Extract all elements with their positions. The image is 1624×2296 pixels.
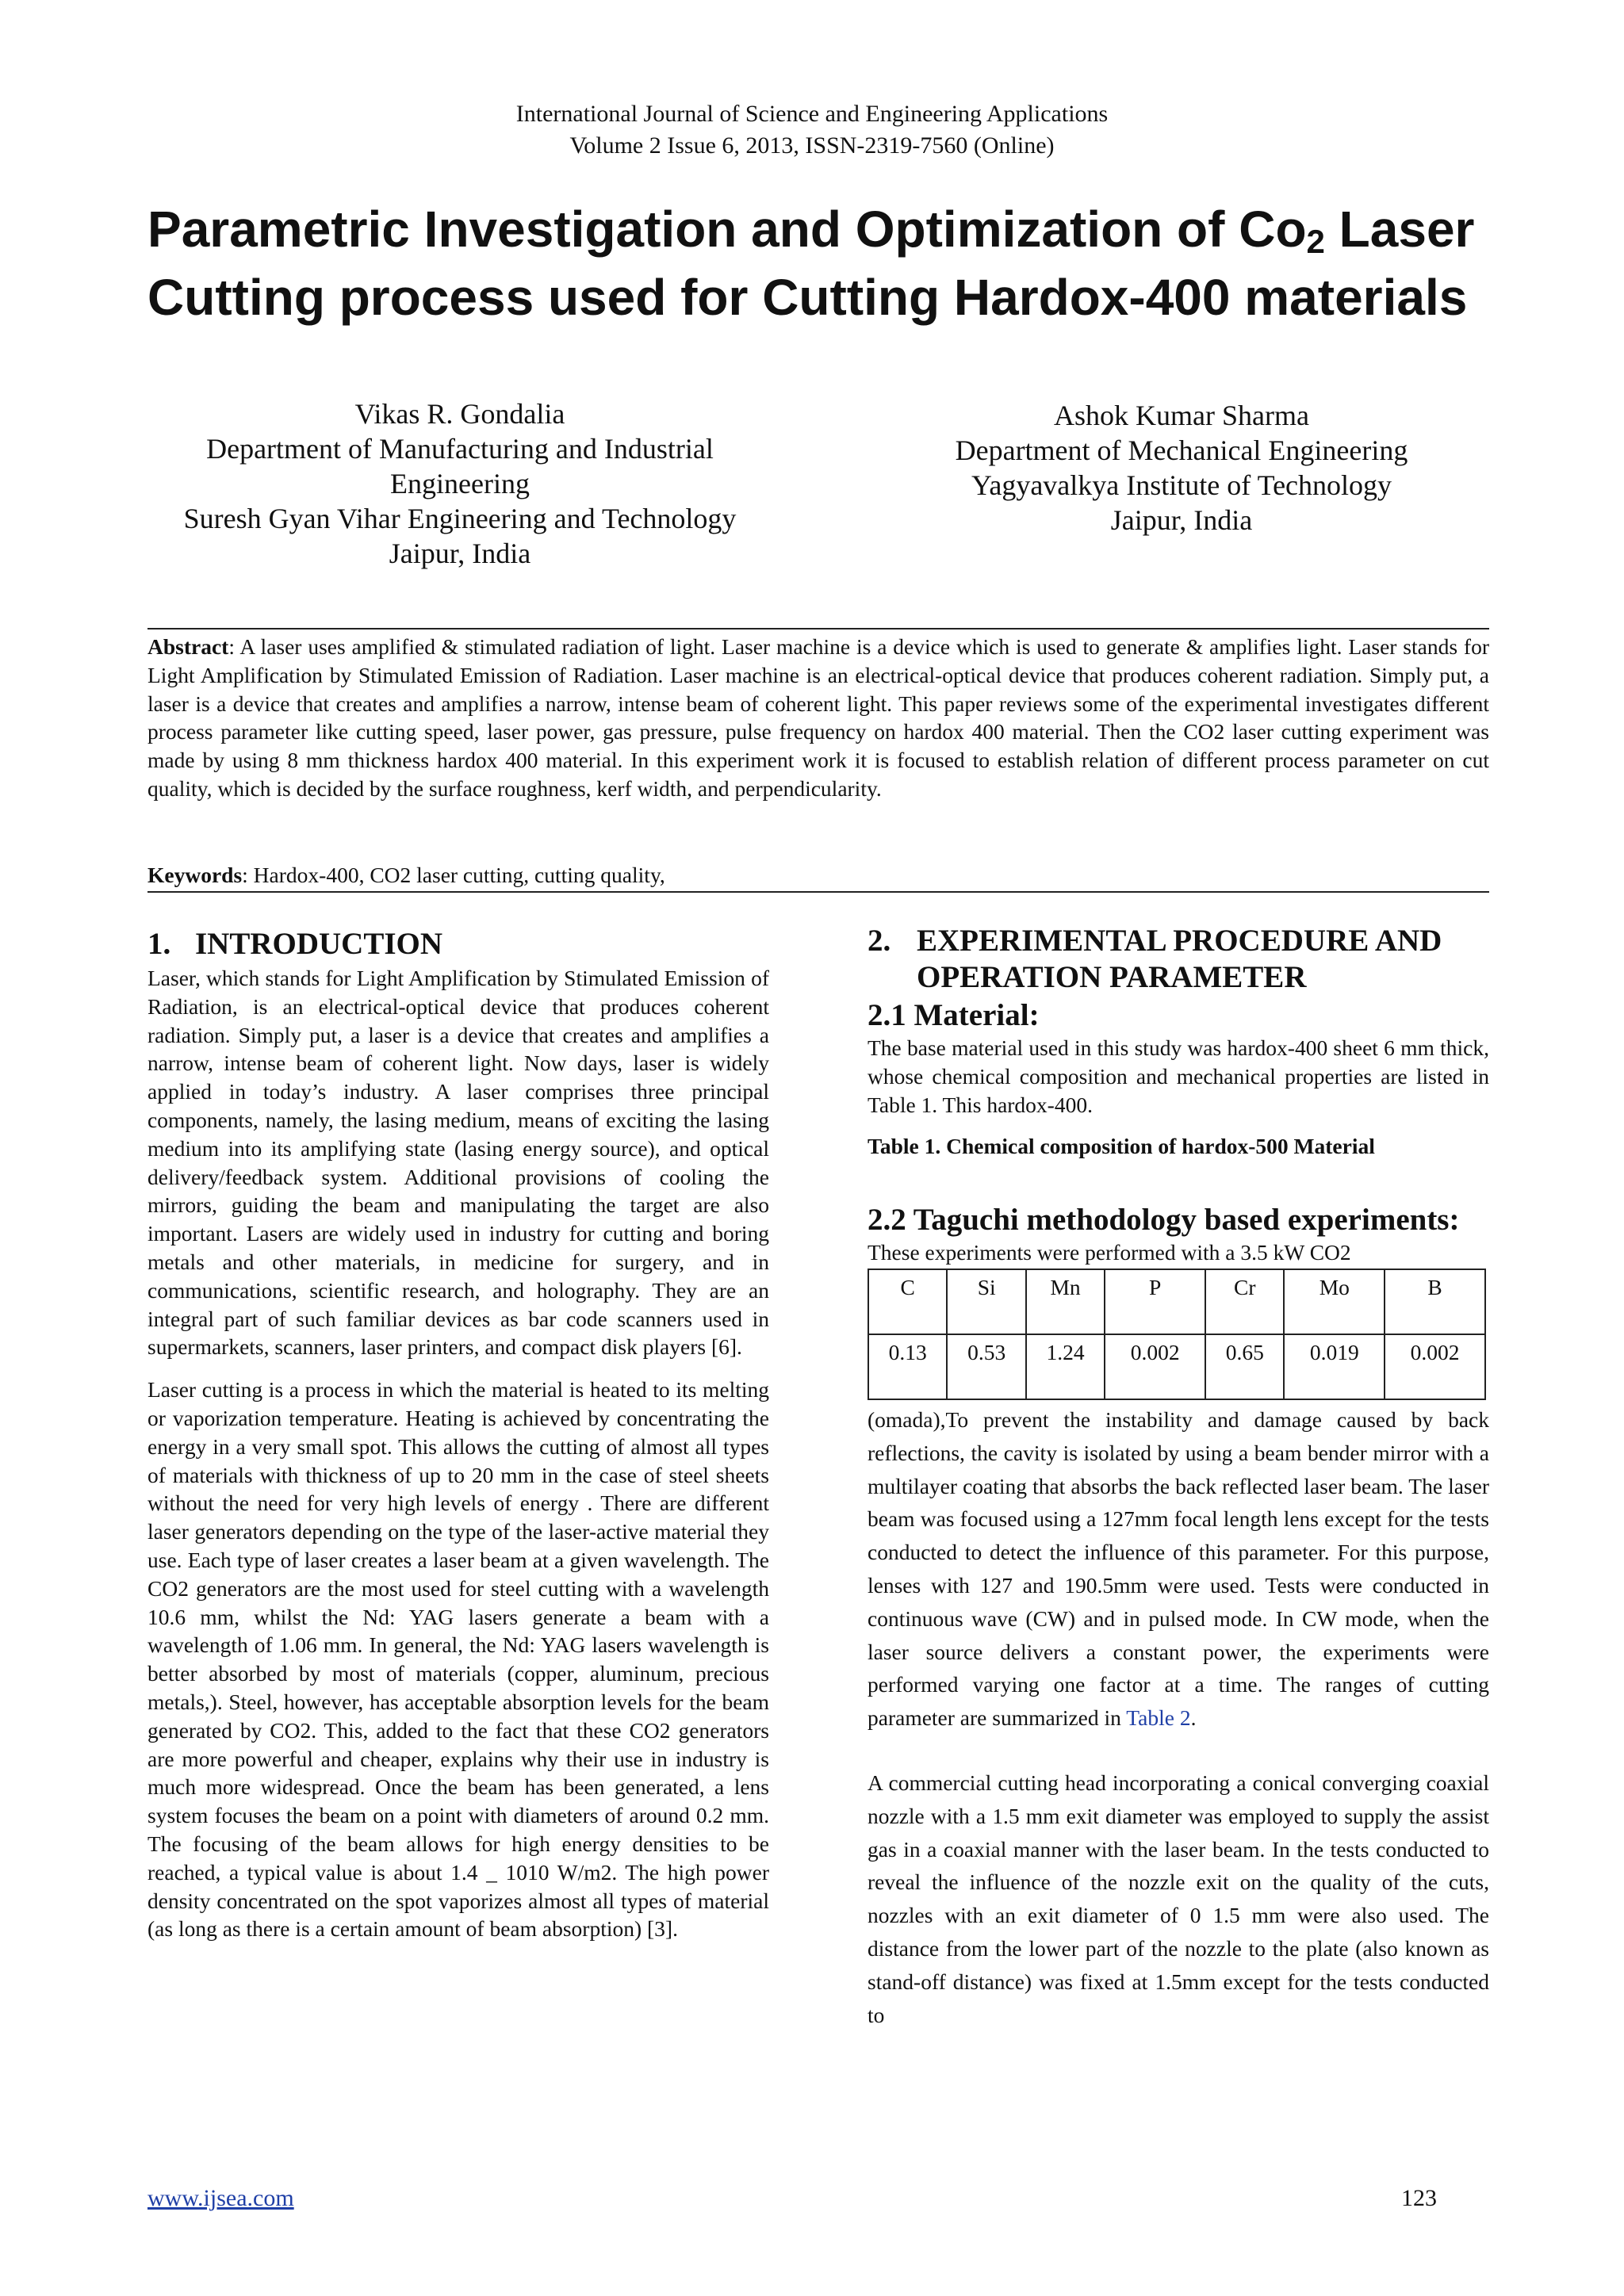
table-2-link[interactable]: Table 2 bbox=[1126, 1705, 1191, 1731]
table-header-cell: C bbox=[868, 1269, 947, 1334]
right-column bbox=[868, 920, 1489, 2031]
abstract-top-rule bbox=[147, 628, 1489, 629]
table-1-caption: Table 1. Chemical composition of hardox-500 Material bbox=[868, 1134, 1375, 1158]
keywords bbox=[147, 861, 1489, 890]
section-title: EXPERIMENTAL PROCEDURE AND OPERATION PARAMETER bbox=[917, 924, 1442, 994]
keywords-label: Keywords bbox=[147, 863, 243, 887]
paper-title bbox=[147, 195, 1496, 331]
left-column bbox=[147, 920, 769, 1943]
title-line1-post: Laser bbox=[1324, 201, 1475, 258]
material-paragraph: The base material used in this study was hardox-400 sheet 6 mm thick, whose chemical composition and mechanical properties are listed in Table 1. This hardox-400. bbox=[868, 1035, 1489, 1117]
subsection-heading-material: 2.1 Material: bbox=[868, 998, 1040, 1032]
author-location: Jaipur, India bbox=[389, 538, 531, 569]
keywords-bottom-rule bbox=[147, 891, 1489, 893]
table-header-cell: Cr bbox=[1205, 1269, 1284, 1334]
journal-name: International Journal of Science and Engineering Applications bbox=[515, 101, 1109, 127]
author-department: Department of Manufacturing and Industrial Engineering bbox=[206, 433, 714, 499]
section-title: INTRODUCTION bbox=[195, 927, 443, 961]
table-header-cell: Si bbox=[947, 1269, 1025, 1334]
table-cell: 0.019 bbox=[1284, 1334, 1385, 1399]
running-head bbox=[0, 98, 1624, 162]
table-cell: 0.53 bbox=[947, 1334, 1025, 1399]
beam-paragraph-end: . bbox=[1190, 1705, 1197, 1731]
taguchi-paragraph: These experiments were performed with a 3.5 kW CO2 bbox=[868, 1240, 1351, 1265]
section-heading-experimental bbox=[868, 923, 1489, 996]
section-number: 2. bbox=[868, 924, 891, 958]
title-line2: Cutting process used for Cutting Hardox-400 materials bbox=[147, 269, 1468, 326]
section-heading-introduction bbox=[147, 926, 769, 962]
table-header-row bbox=[868, 1269, 1485, 1334]
table-cell: 1.24 bbox=[1026, 1334, 1105, 1399]
abstract-text: : A laser uses amplified & stimulated radiation of light. Laser machine is a device which is used to generate & amplifies light. Laser stands for Light Amplification by Stimulated Emission of Radiation. Laser machine is an electrical-optical device that produces coherent radiation. Simply put, a laser is a device that creates and amplifies a narrow, intense beam of coherent light. This paper reviews some of the experimental investigates different process parameter like cutting speed, laser power, gas pressure, pulse frequency on hardox 400 material. Then the CO2 laser cutting experiment was made by using 8 mm thickness hardox 400 material. In this experiment work it is focused to establish relation of different process parameter on cut quality, which is decided by the surface roughness, kerf width, and perpendicularity. bbox=[147, 634, 1489, 801]
intro-paragraph-2: Laser cutting is a process in which the material is heated to its melting or vaporization temperature. Heating is achieved by concentrating the energy in a very small spot. This allows the cutting of almost all types of materials with thickness of up to 20 mm in the case of steel sheets without the need for very high levels of energy . There are different laser generators depending on the type of the laser-active material they use. Each type of laser creates a laser beam at a given wavelength. The CO2 generators are the most used for steel cutting with a wavelength 10.6 mm, whilst the Nd: YAG lasers generate a beam with a wavelength of 1.06 mm. In general, the Nd: YAG lasers wavelength is better absorbed by most of materials (copper, aluminum, precious metals,). Steel, however, has acceptable absorption levels for the beam generated by CO2. This, added to the fact that these CO2 generators are more powerful and cheaper, explains why their use in industry is much more widespread. Once the beam has been generated, a lens system focuses the beam on a point with diameters of around 0.2 mm. The focusing of the beam allows for high energy densities to be reached, a typical value is about 1.4 _ 1010 W/m2. The high power density concentrated on the spot vaporizes almost all types of material (as long as there is a certain amount of beam absorption) [3]. bbox=[147, 1377, 769, 1942]
table-cell: 0.13 bbox=[868, 1334, 947, 1399]
journal-website-link[interactable]: www.ijsea.com bbox=[147, 2185, 294, 2211]
table-header-cell: P bbox=[1105, 1269, 1205, 1334]
abstract-label: Abstract bbox=[147, 634, 229, 659]
journal-volume: Volume 2 Issue 6, 2013, ISSN-2319-7560 (Online) bbox=[569, 132, 1055, 159]
author-institution: Yagyavalkya Institute of Technology bbox=[971, 469, 1392, 501]
author-institution: Suresh Gyan Vihar Engineering and Technology bbox=[183, 503, 737, 534]
section-number: 1. bbox=[147, 927, 171, 961]
title-subscript: 2 bbox=[1306, 223, 1325, 260]
table-cell: 0.65 bbox=[1205, 1334, 1284, 1399]
author-name: Vikas R. Gondalia bbox=[354, 398, 565, 430]
table-header-cell: Mo bbox=[1284, 1269, 1385, 1334]
author-block-1 bbox=[151, 396, 769, 571]
chemical-composition-table bbox=[868, 1269, 1486, 1400]
title-line1-pre: Parametric Investigation and Optimization of Co bbox=[147, 201, 1307, 258]
table-cell: 0.002 bbox=[1385, 1334, 1485, 1399]
author-name: Ashok Kumar Sharma bbox=[1054, 400, 1309, 431]
page-number: 123 bbox=[1401, 2185, 1437, 2211]
table-row bbox=[868, 1334, 1485, 1399]
beam-paragraph bbox=[868, 1403, 1489, 1735]
table-header-cell: Mn bbox=[1026, 1269, 1105, 1334]
table-cell: 0.002 bbox=[1105, 1334, 1205, 1399]
keywords-text: : Hardox-400, CO2 laser cutting, cutting quality, bbox=[242, 863, 665, 887]
subsection-heading-taguchi: 2.2 Taguchi methodology based experiments: bbox=[868, 1203, 1460, 1237]
author-block-2 bbox=[888, 398, 1475, 538]
table-header-cell: B bbox=[1385, 1269, 1485, 1334]
author-location: Jaipur, India bbox=[1110, 504, 1253, 536]
beam-paragraph-text: (omada),To prevent the instability and damage caused by back reflections, the cavity is isolated by using a beam bender mirror with a multilayer coating that absorbs the back reflected laser beam. The laser beam was focused using a 127mm focal length lens except for the tests conducted to detect the influence of this parameter. For this purpose, lenses with 127 and 190.5mm were used. Tests were conducted in continuous wave (CW) and in pulsed mode. In CW mode, when the laser source delivers a constant power, the experiments were performed varying one factor at a time. The ranges of cutting parameter are summarized in bbox=[868, 1407, 1489, 1731]
author-department: Department of Mechanical Engineering bbox=[955, 434, 1408, 466]
abstract bbox=[147, 633, 1489, 803]
intro-paragraph-1: Laser, which stands for Light Amplification by Stimulated Emission of Radiation, is an electrical-optical device that produces coherent radiation. Simply put, a laser is a device that creates and amplifies a narrow, intense beam of coherent light. Now days, laser is widely applied in today’s industry. A laser comprises three principal components, namely, the lasing medium, means of exciting the lasing medium into its amplifying state (lasing energy source), and optical delivery/feedback system. Additional provisions of cooling the mirrors, guiding the beam and manipulating the target are also important. Lasers are widely used in industry for cutting and boring metals and other materials, in medicine for surgery, and in communications, scientific research, and holography. They are an integral part of such familiar devices as bar code scanners used in supermarkets, scanners, laser printers, and compact disk players [6]. bbox=[147, 966, 769, 1360]
nozzle-paragraph: A commercial cutting head incorporating a conical converging coaxial nozzle with a 1.5 mm exit diameter was employed to supply the assist gas in a coaxial manner with the laser beam. In the tests conducted to reveal the influence of the nozzle exit on the quality of the cuts, nozzles with an exit diameter of 0 1.5 mm were also used. The distance from the lower part of the nozzle to the plate (also known as stand-off distance) was fixed at 1.5mm except for the tests conducted to bbox=[868, 1770, 1489, 2027]
